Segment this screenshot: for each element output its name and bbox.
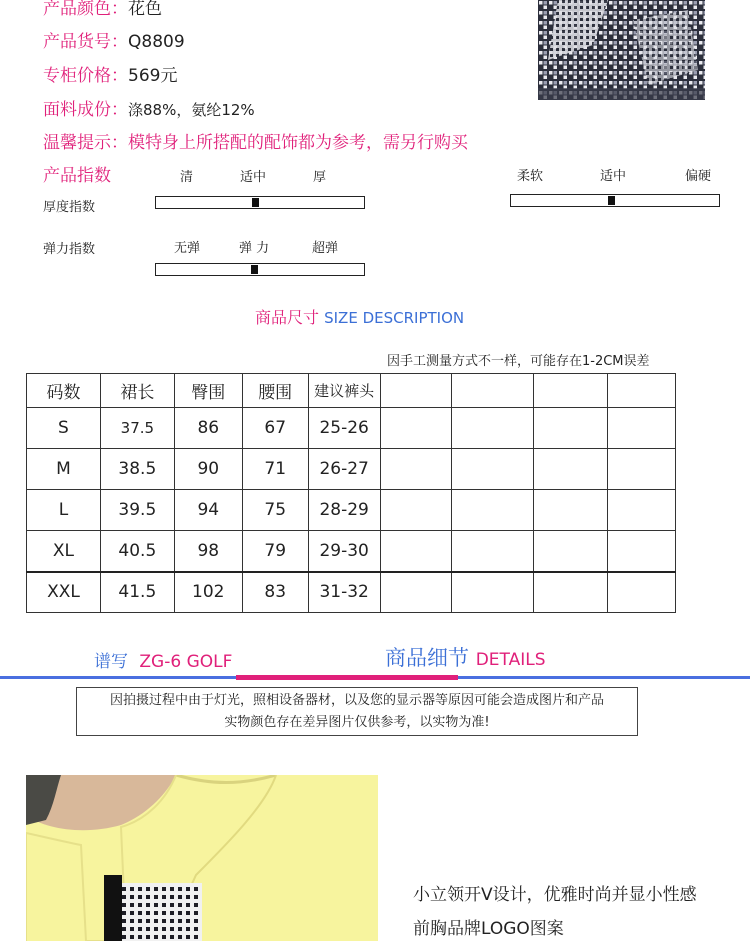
pants-size-cell: 31-32 <box>308 572 380 613</box>
empty-cell <box>608 449 676 490</box>
disclaimer-line-1: 因拍摄过程中由于灯光，照相设备器材，以及您的显示器等原因可能会造成图片和产品 <box>109 693 604 708</box>
table-row <box>27 449 676 490</box>
empty-cell <box>452 490 534 531</box>
detail-caption-line-2: 前胸品牌LOGO图案 <box>413 919 564 939</box>
empty-cell <box>452 449 534 490</box>
elasticity-label: 弹力指数 <box>43 242 96 257</box>
empty-cell <box>452 408 534 449</box>
size-section-title <box>255 305 464 328</box>
pants-size-cell: 29-30 <box>308 531 380 572</box>
size-title-cn: 商品尺寸 <box>255 308 320 327</box>
brand-name: ZG-6 GOLF <box>139 652 233 672</box>
header-cell: 腰围 <box>242 374 308 408</box>
header-cell: 臀围 <box>174 374 242 408</box>
tip-label: 温馨提示： <box>43 133 128 153</box>
header-cell <box>452 374 534 408</box>
product-color-label: 产品颜色： <box>43 0 128 19</box>
price-label: 专柜价格： <box>43 66 128 86</box>
thickness-scale-high: 厚 <box>313 170 327 185</box>
product-fabric-line <box>43 95 255 120</box>
size-cell: M <box>27 449 101 490</box>
hip-cell: 90 <box>174 449 242 490</box>
pants-size-cell: 28-29 <box>308 490 380 531</box>
length-cell: 41.5 <box>100 572 174 613</box>
empty-cell <box>534 408 608 449</box>
hip-cell: 98 <box>174 531 242 572</box>
size-measure-note: 因手工测量方式不一样，可能存在1-2CM误差 <box>387 354 650 369</box>
hip-cell: 102 <box>174 572 242 613</box>
item-no-value: Q8809 <box>128 32 185 52</box>
length-cell: 37.5 <box>100 408 174 449</box>
thickness-scale-mid: 适中 <box>240 170 267 185</box>
header-cell <box>380 374 452 408</box>
thickness-label: 厚度指数 <box>43 200 96 215</box>
waist-cell: 71 <box>242 449 308 490</box>
product-price-line <box>43 61 177 86</box>
waist-cell: 75 <box>242 490 308 531</box>
empty-cell <box>380 572 452 613</box>
size-table-header-row <box>27 374 676 408</box>
disclaimer-line-2: 实物颜色存在差异图片仅供参考，以实物为准! <box>224 715 490 730</box>
header-cell: 裙长 <box>100 374 174 408</box>
fabric-value: 涤88%，氨纶12% <box>128 101 255 119</box>
size-title-en: SIZE DESCRIPTION <box>324 309 465 327</box>
header-cell: 码数 <box>27 374 101 408</box>
details-title-en: DETAILS <box>475 650 546 670</box>
empty-cell <box>534 572 608 613</box>
product-color-line <box>43 0 162 19</box>
table-row <box>27 490 676 531</box>
brand-line <box>94 647 232 672</box>
empty-cell <box>534 531 608 572</box>
empty-cell <box>608 490 676 531</box>
product-color-value: 花色 <box>128 0 162 19</box>
elasticity-scale-high: 超弹 <box>312 241 339 256</box>
collar-detail-photo <box>26 775 378 941</box>
waist-cell: 67 <box>242 408 308 449</box>
length-cell: 39.5 <box>100 490 174 531</box>
size-cell: S <box>27 408 101 449</box>
section-divider-accent <box>236 675 458 680</box>
item-no-label: 产品货号： <box>43 32 128 52</box>
size-cell: XL <box>27 531 101 572</box>
table-row <box>27 572 676 613</box>
table-row <box>27 531 676 572</box>
softness-scale-high: 偏硬 <box>685 169 712 184</box>
size-table <box>26 373 676 613</box>
hip-cell: 86 <box>174 408 242 449</box>
empty-cell <box>608 572 676 613</box>
softness-scale-mid: 适中 <box>600 169 627 184</box>
empty-cell <box>380 531 452 572</box>
header-cell: 建议裤头 <box>308 374 380 408</box>
empty-cell <box>608 408 676 449</box>
tip-value: 模特身上所搭配的配饰都为参考，需另行购买 <box>128 133 468 153</box>
size-cell: XXL <box>27 572 101 613</box>
softness-scale-low: 柔软 <box>517 169 544 184</box>
thickness-scale-low: 清 <box>180 170 194 185</box>
waist-cell: 83 <box>242 572 308 613</box>
pants-size-cell: 25-26 <box>308 408 380 449</box>
elasticity-marker <box>251 265 258 274</box>
detail-caption-line-1: 小立领开V设计，优雅时尚并显小性感 <box>413 885 697 905</box>
thickness-marker <box>252 198 259 207</box>
pants-size-cell: 26-27 <box>308 449 380 490</box>
product-item-no-line <box>43 27 185 52</box>
empty-cell <box>380 490 452 531</box>
thickness-bar <box>155 196 365 209</box>
waist-cell: 79 <box>242 531 308 572</box>
elasticity-scale-low: 无弹 <box>174 241 201 256</box>
softness-marker <box>608 196 615 205</box>
header-cell <box>534 374 608 408</box>
elasticity-scale-mid: 弹 力 <box>239 241 270 256</box>
length-cell: 38.5 <box>100 449 174 490</box>
price-value: 569元 <box>128 66 178 86</box>
empty-cell <box>452 531 534 572</box>
empty-cell <box>380 408 452 449</box>
skirt-pattern-photo <box>538 0 705 100</box>
indices-title: 产品指数 <box>43 166 111 186</box>
details-title-cn: 商品细节 <box>385 646 469 670</box>
brand-label: 谱写 <box>94 652 128 672</box>
length-cell: 40.5 <box>100 531 174 572</box>
fabric-label: 面料成份： <box>43 100 128 120</box>
empty-cell <box>534 449 608 490</box>
size-cell: L <box>27 490 101 531</box>
table-row <box>27 408 676 449</box>
product-tip-line <box>43 128 468 153</box>
empty-cell <box>608 531 676 572</box>
header-cell <box>608 374 676 408</box>
empty-cell <box>380 449 452 490</box>
hip-cell: 94 <box>174 490 242 531</box>
empty-cell <box>452 572 534 613</box>
details-title <box>385 642 546 672</box>
softness-bar <box>510 194 720 207</box>
color-disclaimer-box <box>76 687 638 736</box>
empty-cell <box>534 490 608 531</box>
elasticity-bar <box>155 263 365 276</box>
